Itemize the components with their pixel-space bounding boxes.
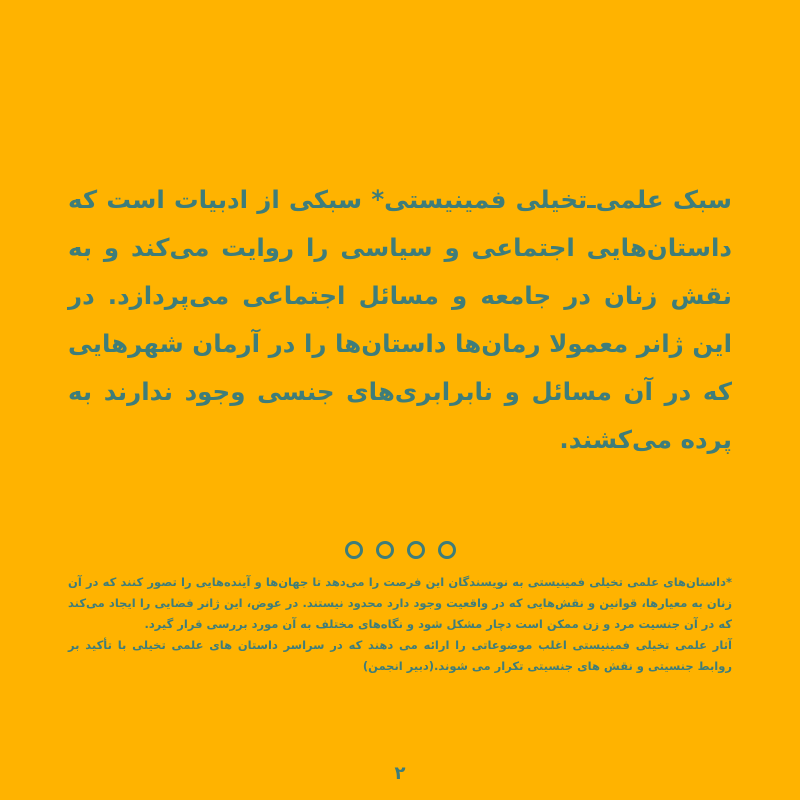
footnote-paragraph: *داستان‌های علمی تخیلی فمینیستی به نویسندگان این فرصت را می‌دهد تا جهان‌ها و آینده‌هایی را تصور کنند که در آن زنان به معیارها، قوانین و نقش‌هایی که در واقعیت وجود دارد محدود نیستند. در عوض، این ژانر فضایی را ایجاد می‌کند که در آن جنسیت مرد و زن ممکن است دچار مشکل شود و نگاه‌های مختلف به آن مورد بررسی قرار گیرد. — [68, 575, 732, 631]
footnote — [68, 572, 732, 677]
pagination-dots — [0, 541, 800, 559]
circle-icon — [438, 541, 456, 559]
footnote-paragraph: آثار علمی تخیلی فمینیستی اغلب موضوعاتی را ارائه می دهند که در سراسر داستان های علمی تخیلی با تأکید بر روابط جنسیتی و نقش های جنسیتی تکرار می شوند.(دبیر انجمن) — [68, 638, 732, 673]
main-paragraph: سبک علمی‌ـ‌تخیلی فمینیستی* سبکی از ادبیات است که داستان‌هایی اجتماعی و سیاسی را روایت می‌کند و به نقش زنان در جامعه و مسائل اجتماعی می‌پردازد. در این ژانر معمولا رمان‌ها داستان‌ها را در آرمان شهرهایی که در آن مسائل و نابرابری‌های جنسی وجود ندارند به پرده می‌کشند. — [68, 185, 732, 454]
circle-icon — [407, 541, 425, 559]
circle-icon — [345, 541, 363, 559]
page-number: ۲ — [394, 763, 406, 784]
circle-icon — [376, 541, 394, 559]
